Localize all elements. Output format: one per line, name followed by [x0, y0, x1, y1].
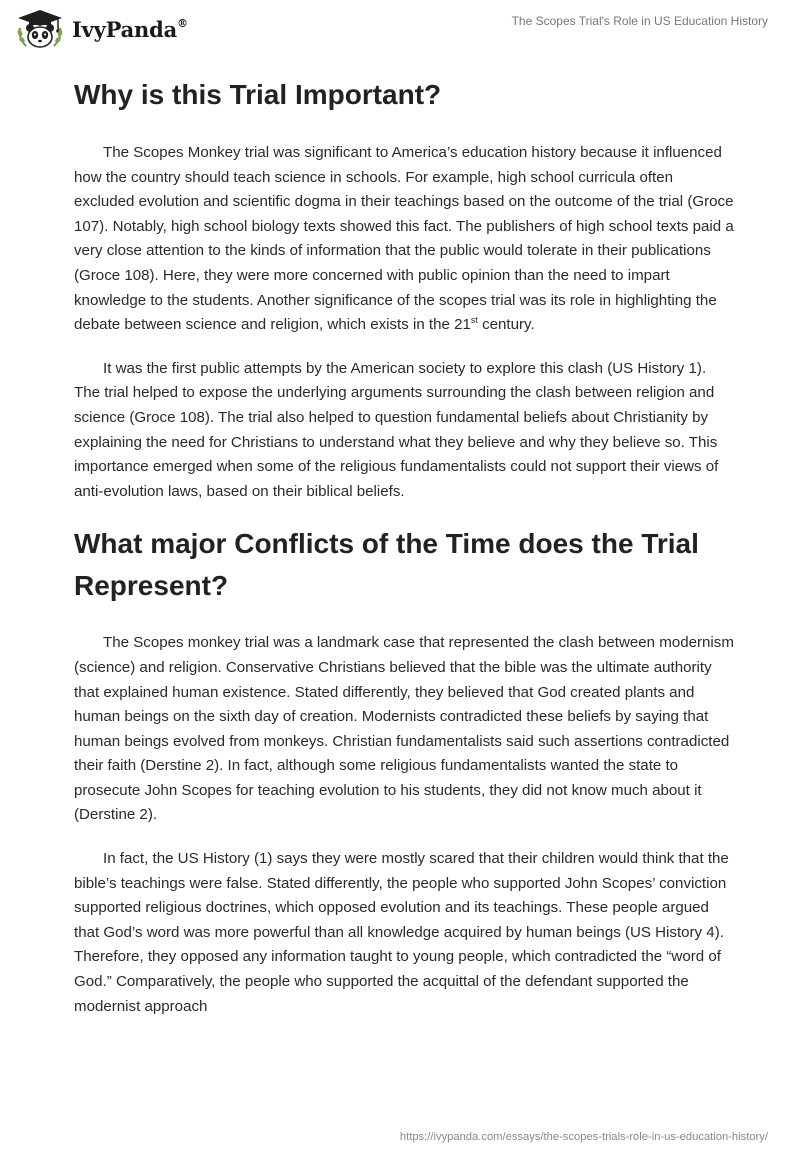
paragraph [74, 141, 734, 338]
ivypanda-logo[interactable] [14, 8, 188, 50]
registered-mark: ® [177, 16, 188, 30]
logo-wordmark [72, 17, 188, 42]
paragraph: In fact, the US History (1) says they were mostly scared that their children would think that the bible’s teachings were false. Stated differently, the people who supported John Scopes’ conviction supported religious doctrines, which opposed evolution and its teachings. These people argued that God’s word was more powerful than all knowledge acquired by human beings (US History 4). Therefore, they opposed any information taught to young people, which contradicted the “word of God.” Comparatively, the people who supported the acquittal of the defendant supported the modernist approach [74, 850, 729, 1015]
ordinal-suffix: st [470, 315, 478, 326]
paragraph: The Scopes monkey trial was a landmark case that represented the clash between modernism (science) and religion. Conservative Christians believed that the bible was the ultimate authority that explained human existence. Stated differently, they believed that God created plants and human beings on the sixth day of creation. Modernists contradicted these beliefs by saying that human beings evolved from monkeys. Christian fundamentalists said such assertions contradicted their faith (Derstine 2). In fact, although some religious fundamentalists wanted the state to prosecute John Scopes for teaching evolution to his students, they did not know much about it (Derstine 2). [74, 634, 734, 824]
essay-content [74, 70, 734, 1038]
section-heading-importance: Why is this Trial Important? [74, 79, 442, 110]
paragraph-text-end: century. [477, 316, 535, 334]
paragraph-text: The Scopes Monkey trial was significant to America’s education history because it influenced how the country should teach science in schools. For example, high school curricula often excluded evolution and scientific dogma in their teachings based on the outcome of the trial (Groce 107). Notably, high school biology texts showed this fact. The publishers of high school texts paid a very close attention to the kinds of information that the public would tolerate in their publications (Groce 108). Here, they were more concerned with public opinion than the need to impart knowledge to the students. Another significance of the scopes trial was its role in highlighting the debate between science and religion, which exists in the 21 [74, 144, 734, 334]
document-title: The Scopes Trial's Role in US Education History [511, 14, 768, 28]
paragraph: It was the first public attempts by the American society to explore this clash (US History 1). The trial helped to expose the underlying arguments surrounding the clash between religion and science (Groce 108). The trial also helped to question fundamental beliefs about Christianity by explaining the need for Christians to understand what they believe and why they believe so. This importance emerged when some of the religious fundamentalists could not support their views of anti-evolution laws, based on their biblical beliefs. [74, 359, 719, 500]
page-header [0, 0, 800, 56]
source-url[interactable]: https://ivypanda.com/essays/the-scopes-trials-role-in-us-education-history/ [399, 1131, 768, 1143]
logo-name: IvyPanda [72, 16, 178, 42]
panda-graduate-icon [14, 8, 66, 50]
section-heading-conflicts: What major Conflicts of the Time does the Trial Represent? [74, 528, 699, 602]
